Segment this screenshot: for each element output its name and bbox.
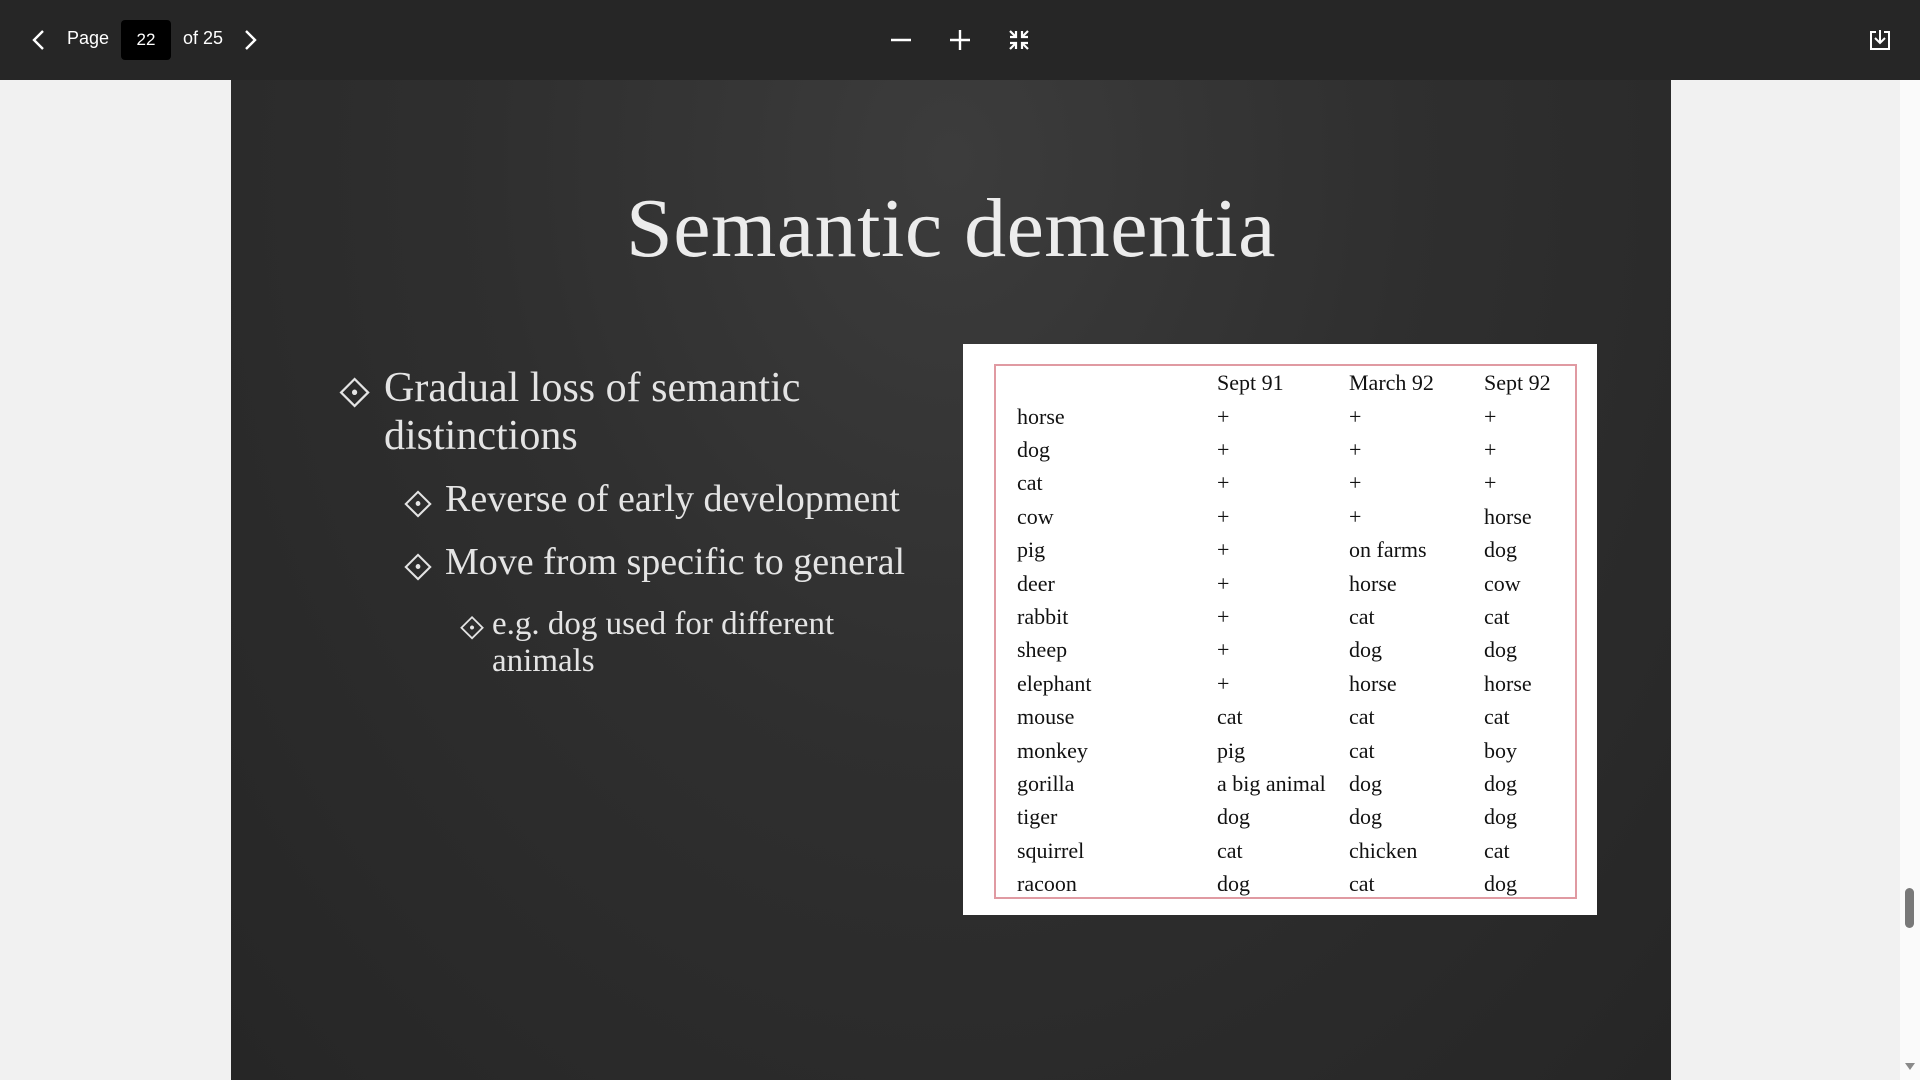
naming-table-image — [963, 344, 1597, 915]
table-row — [1017, 734, 1574, 767]
bullet-text: e.g. dog used for different animals — [492, 606, 835, 679]
table-header-row — [1017, 366, 1574, 400]
table-row — [1017, 767, 1574, 800]
animal-cell: cat — [1017, 470, 1043, 496]
zoom-in-button[interactable] — [940, 20, 980, 60]
response-cell: cat — [1484, 837, 1510, 863]
bullet-level-3 — [459, 606, 879, 680]
table-row — [1017, 500, 1574, 533]
next-page-button[interactable] — [230, 20, 270, 60]
bullet-level-1 — [338, 364, 858, 460]
response-cell: dog — [1349, 804, 1382, 830]
animal-cell: cow — [1017, 503, 1054, 529]
response-cell: boy — [1484, 737, 1517, 763]
table-row — [1017, 634, 1574, 667]
response-cell: cat — [1349, 704, 1375, 730]
table-row — [1017, 567, 1574, 600]
response-cell: cat — [1484, 704, 1510, 730]
response-cell: dog — [1484, 871, 1517, 897]
table-row — [1017, 701, 1574, 734]
diamond-bullet-icon: ⟐ — [403, 547, 433, 589]
diamond-bullet-icon: ⟐ — [338, 371, 372, 417]
response-cell: + — [1217, 403, 1230, 429]
download-button[interactable] — [1860, 20, 1900, 60]
table-header-cell: Sept 91 — [1217, 370, 1284, 395]
chevron-left-icon — [31, 29, 47, 51]
response-cell: cat — [1349, 871, 1375, 897]
table-row — [1017, 534, 1574, 567]
vertical-scrollbar[interactable] — [1900, 80, 1920, 1080]
animal-cell: mouse — [1017, 704, 1075, 730]
naming-table — [1017, 366, 1574, 901]
slide-page — [231, 80, 1671, 1080]
diamond-bullet-icon: ⟐ — [459, 611, 486, 647]
response-cell: + — [1349, 470, 1362, 496]
response-cell: dog — [1217, 804, 1250, 830]
zoom-out-button[interactable] — [881, 20, 921, 60]
animal-cell: squirrel — [1017, 837, 1085, 863]
response-cell: + — [1349, 403, 1362, 429]
table-row — [1017, 467, 1574, 500]
table-header-cell: Sept 92 — [1484, 370, 1551, 395]
response-cell: dog — [1349, 637, 1382, 663]
response-cell: cat — [1217, 837, 1243, 863]
chevron-right-icon — [242, 29, 258, 51]
response-cell: + — [1217, 470, 1230, 496]
bullet-level-2 — [403, 540, 923, 589]
bullet-text: Move from specific to general — [445, 541, 906, 583]
table-row — [1017, 834, 1574, 867]
response-cell: + — [1484, 437, 1497, 463]
response-cell: dog — [1484, 804, 1517, 830]
download-icon — [1869, 29, 1891, 51]
response-cell: + — [1217, 637, 1230, 663]
fit-to-page-icon — [1008, 29, 1030, 51]
response-cell: + — [1217, 503, 1230, 529]
response-cell: horse — [1349, 570, 1397, 596]
animal-cell: sheep — [1017, 637, 1068, 663]
response-cell: + — [1217, 604, 1230, 630]
animal-cell: monkey — [1017, 737, 1088, 763]
bullet-text: Gradual loss of semantic distinctions — [384, 365, 801, 459]
table-header-cell — [1017, 366, 1217, 400]
animal-cell: elephant — [1017, 670, 1092, 696]
response-cell: + — [1217, 437, 1230, 463]
plus-icon — [949, 29, 971, 51]
page-label: Page — [67, 28, 110, 48]
table-row — [1017, 400, 1574, 433]
page-total: of 25 — [183, 28, 224, 48]
scrollbar-thumb[interactable] — [1905, 888, 1914, 928]
scroll-down-arrow-icon[interactable] — [1905, 1063, 1915, 1070]
minus-icon — [890, 29, 912, 51]
animal-cell: gorilla — [1017, 770, 1075, 796]
response-cell: pig — [1217, 737, 1246, 763]
response-cell: + — [1217, 537, 1230, 563]
response-cell: dog — [1484, 537, 1517, 563]
table-row — [1017, 801, 1574, 834]
response-cell: + — [1349, 503, 1362, 529]
fit-to-page-button[interactable] — [999, 20, 1039, 60]
response-cell: dog — [1217, 871, 1250, 897]
response-cell: horse — [1349, 670, 1397, 696]
response-cell: chicken — [1349, 837, 1418, 863]
response-cell: + — [1349, 437, 1362, 463]
animal-cell: dog — [1017, 437, 1050, 463]
response-cell: cat — [1349, 604, 1375, 630]
pdf-toolbar — [0, 0, 1920, 80]
table-row — [1017, 867, 1574, 900]
response-cell: cat — [1217, 704, 1243, 730]
animal-cell: tiger — [1017, 804, 1058, 830]
response-cell: cow — [1484, 570, 1521, 596]
response-cell: horse — [1484, 670, 1532, 696]
response-cell: a big animal — [1217, 770, 1326, 796]
table-header-cell: March 92 — [1349, 370, 1434, 395]
response-cell: + — [1484, 470, 1497, 496]
diamond-bullet-icon: ⟐ — [403, 484, 433, 526]
animal-cell: horse — [1017, 403, 1065, 429]
bullet-text: Reverse of early development — [445, 478, 900, 520]
response-cell: dog — [1484, 637, 1517, 663]
response-cell: cat — [1349, 737, 1375, 763]
response-cell: on farms — [1349, 537, 1427, 563]
table-row — [1017, 667, 1574, 700]
previous-page-button[interactable] — [19, 20, 59, 60]
slide-title: Semantic dementia — [626, 182, 1276, 275]
response-cell: dog — [1484, 770, 1517, 796]
response-cell: horse — [1484, 503, 1532, 529]
animal-cell: deer — [1017, 570, 1055, 596]
animal-cell: racoon — [1017, 871, 1077, 897]
bullet-level-2 — [403, 477, 923, 526]
table-row — [1017, 433, 1574, 466]
response-cell: + — [1217, 570, 1230, 596]
response-cell: cat — [1484, 604, 1510, 630]
table-row — [1017, 600, 1574, 633]
response-cell: + — [1217, 670, 1230, 696]
page-number-input[interactable] — [121, 20, 171, 60]
response-cell: + — [1484, 403, 1497, 429]
animal-cell: pig — [1017, 537, 1046, 563]
response-cell: dog — [1349, 770, 1382, 796]
document-viewer — [0, 80, 1900, 1080]
animal-cell: rabbit — [1017, 604, 1069, 630]
